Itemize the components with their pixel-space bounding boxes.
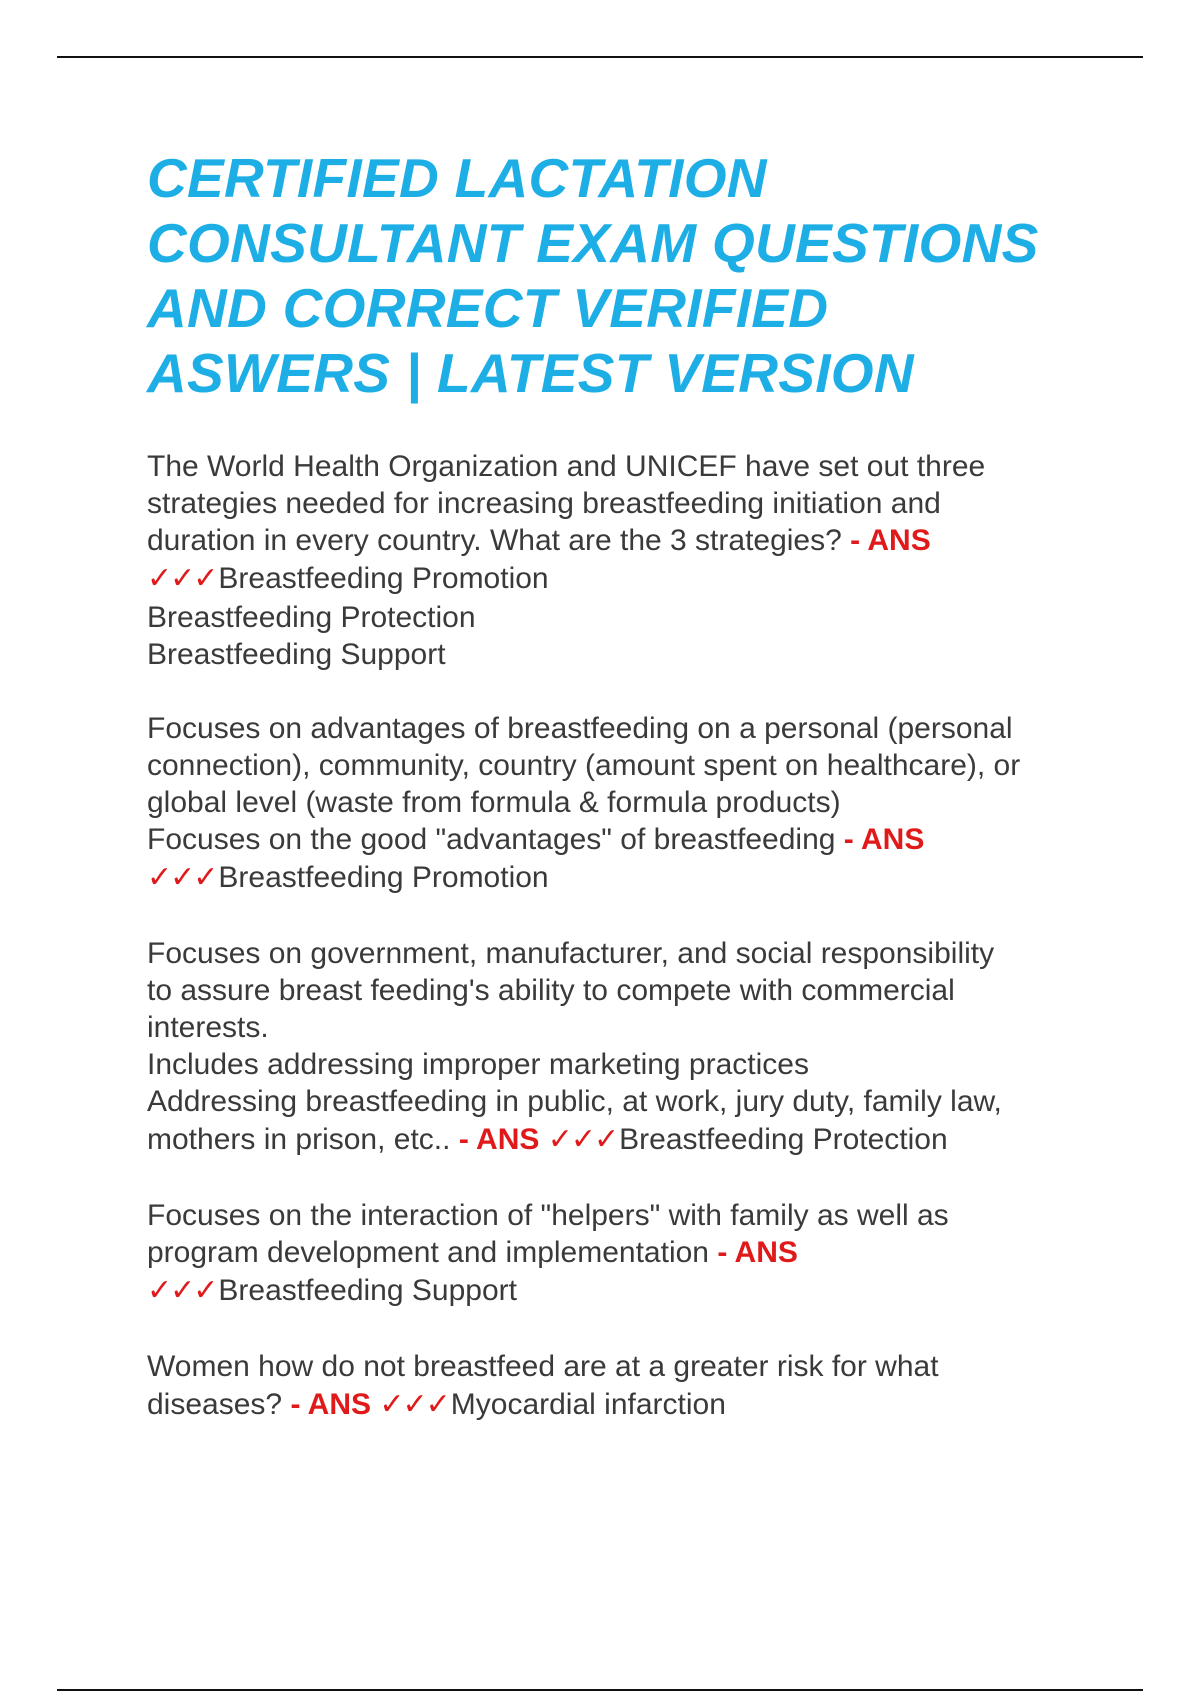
title-line: CERTIFIED LACTATION xyxy=(147,147,767,209)
ans-marker: - ANS xyxy=(458,1123,540,1156)
question-line: Focuses on advantages of breastfeeding on a personal (personal xyxy=(147,712,1013,745)
question-line: Focuses on the good "advantages" of breastfeeding - ANS xyxy=(147,823,925,856)
qa-item xyxy=(147,710,1107,898)
question-line: The World Health Organization and UNICEF have set out three xyxy=(147,450,986,483)
question-line: Focuses on government, manufacturer, and social responsibility xyxy=(147,937,995,970)
question-line: program development and implementation - ANS xyxy=(147,1236,798,1269)
answer-text: Breastfeeding Promotion xyxy=(218,861,549,894)
ans-marker: - ANS xyxy=(843,823,925,856)
answer-line xyxy=(147,1271,1107,1311)
checkmark-icon: ✓✓✓ xyxy=(147,861,217,894)
question-line: strategies needed for increasing breastfeeding initiation and xyxy=(147,487,941,520)
question-line: Includes addressing improper marketing practices xyxy=(147,1048,809,1081)
question-line: duration in every country. What are the 3 strategies? - ANS xyxy=(147,524,931,557)
question-line: to assure breast feeding's ability to compete with commercial xyxy=(147,974,955,1007)
answer-text: Breastfeeding Support xyxy=(147,638,446,671)
answer-line xyxy=(147,559,1107,599)
qa-list xyxy=(147,448,1107,1425)
question-line: interests. xyxy=(147,1011,269,1044)
question-line: Focuses on the interaction of "helpers" with family as well as xyxy=(147,1199,949,1232)
qa-item xyxy=(147,1197,1107,1311)
title-line: ASWERS | LATEST VERSION xyxy=(147,342,914,404)
ans-marker: - ANS xyxy=(717,1236,798,1269)
checkmark-icon: ✓✓✓ xyxy=(147,1274,217,1307)
answer-line xyxy=(147,858,1107,898)
qa-item xyxy=(147,448,1107,673)
answer-text: Breastfeeding Protection xyxy=(147,601,476,634)
checkmark-icon: ✓✓✓ xyxy=(547,1123,618,1156)
question-line: global level (waste from formula & formula products) xyxy=(147,786,841,819)
ans-marker: - ANS xyxy=(850,524,931,557)
question-line: connection), community, country (amount spent on healthcare), or xyxy=(147,749,1021,782)
answer-line: diseases? - ANS ✓✓✓Myocardial infarction xyxy=(147,1388,726,1421)
answer-text: Breastfeeding Support xyxy=(218,1274,517,1307)
answer-text: Myocardial infarction xyxy=(450,1388,726,1421)
document-title xyxy=(147,146,1107,406)
checkmark-icon: ✓✓✓ xyxy=(147,562,217,595)
qa-item xyxy=(147,1348,1107,1425)
ans-marker: - ANS xyxy=(290,1388,371,1421)
question-line: Addressing breastfeeding in public, at work, jury duty, family law, xyxy=(147,1085,1002,1118)
title-line: CONSULTANT EXAM QUESTIONS xyxy=(147,212,1039,274)
answer-text: Breastfeeding Promotion xyxy=(218,562,549,595)
title-line: AND CORRECT VERIFIED xyxy=(147,277,829,339)
question-line: Women how do not breastfeed are at a greater risk for what xyxy=(147,1350,939,1383)
qa-item xyxy=(147,935,1107,1160)
checkmark-icon: ✓✓✓ xyxy=(379,1388,449,1421)
document-page xyxy=(147,146,1107,1462)
answer-line: mothers in prison, etc.. - ANS ✓✓✓Breastfeeding Protection xyxy=(147,1123,948,1156)
answer-text: Breastfeeding Protection xyxy=(619,1123,948,1156)
top-rule xyxy=(57,56,1143,58)
bottom-rule xyxy=(57,1689,1143,1691)
